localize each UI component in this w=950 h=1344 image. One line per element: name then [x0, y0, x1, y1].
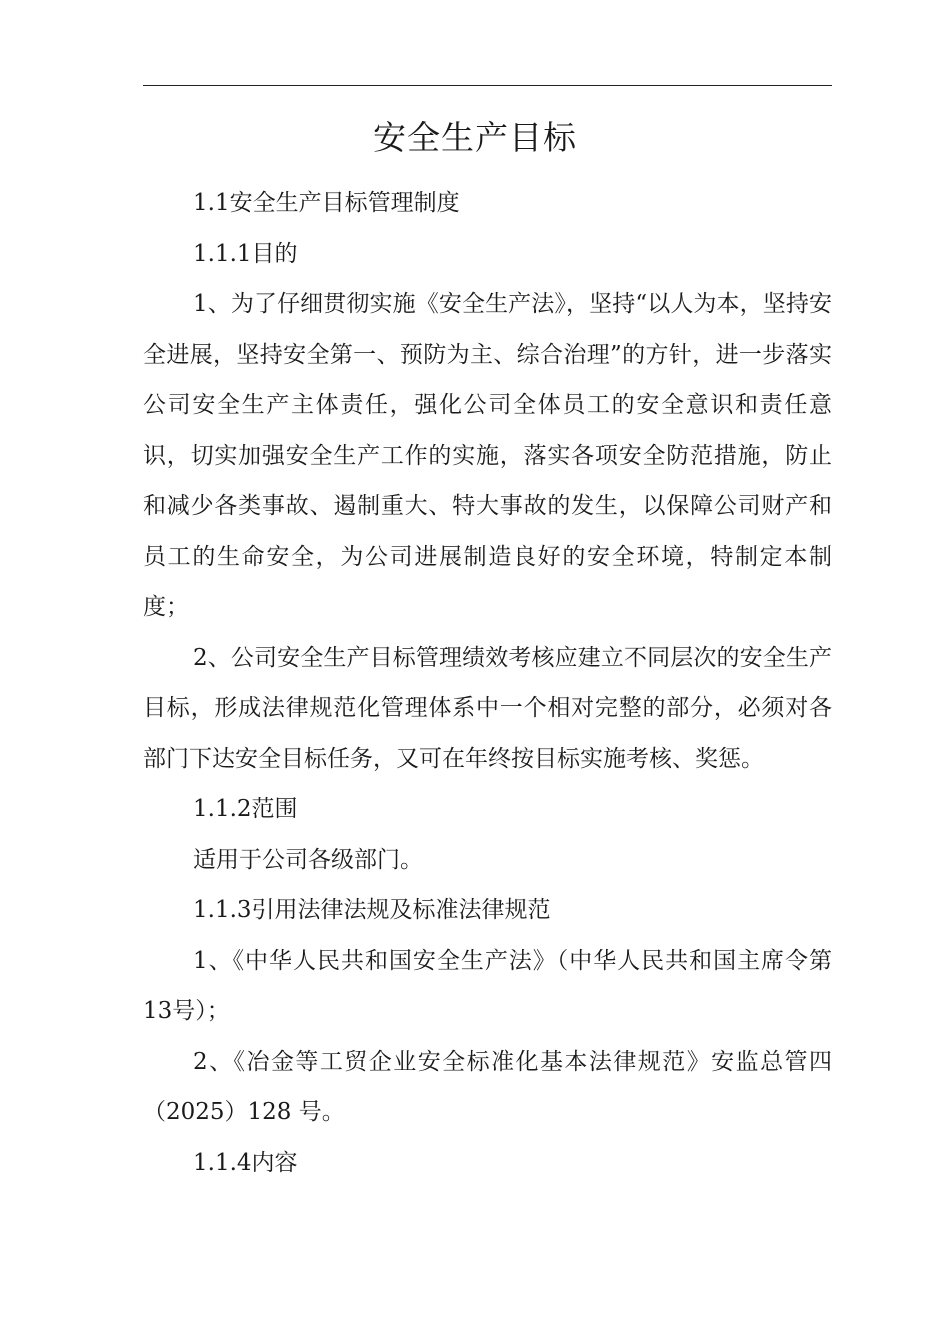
paragraph-purpose-2: 2、公司安全生产目标管理绩效考核应建立不同层次的安全生产目标，形成法律规范化管理体系中一个相对完整的部分，必须对各部门下达安全目标任务，又可在年终按目标实施考核、奖惩。: [143, 644, 832, 772]
paragraph-scope: 适用于公司各级部门。: [193, 846, 423, 873]
section-heading-1-1-1: 1.1.1目的: [193, 240, 298, 267]
document-body: [143, 178, 832, 1188]
paragraph-reference-2: 2、《冶金等工贸企业安全标准化基本法律规范》安监总管四（2025）128 号。: [143, 1048, 832, 1125]
paragraph-reference-1: 1、《中华人民共和国安全生产法》（中华人民共和国主席令第13号）；: [143, 947, 832, 1024]
section-heading-1-1-2: 1.1.2范围: [193, 796, 298, 822]
section-heading-1-1-3: 1.1.3引用法律法规及标准法律规范: [193, 897, 551, 923]
section-heading-1-1-4: 1.1.4内容: [193, 1149, 298, 1176]
paragraph-purpose-1: 1、为了仔细贯彻实施《安全生产法》，坚持“以人为本，坚持安全进展，坚持安全第一、预防为主、综合治理”的方针，进一步落实公司安全生产主体责任，强化公司全体员工的安全意识和责任意识，切实加强安全生产工作的实施，落实各项安全防范措施，防止和减少各类事故、遏制重大、特大事故的发生，以保障公司财产和员工的生命安全，为公司进展制造良好的安全环境，特制定本制度；: [143, 291, 832, 620]
header-rule: [143, 85, 832, 86]
page-title: 安全生产目标: [373, 118, 577, 157]
section-heading-1-1: 1.1安全生产目标管理制度: [193, 190, 460, 216]
